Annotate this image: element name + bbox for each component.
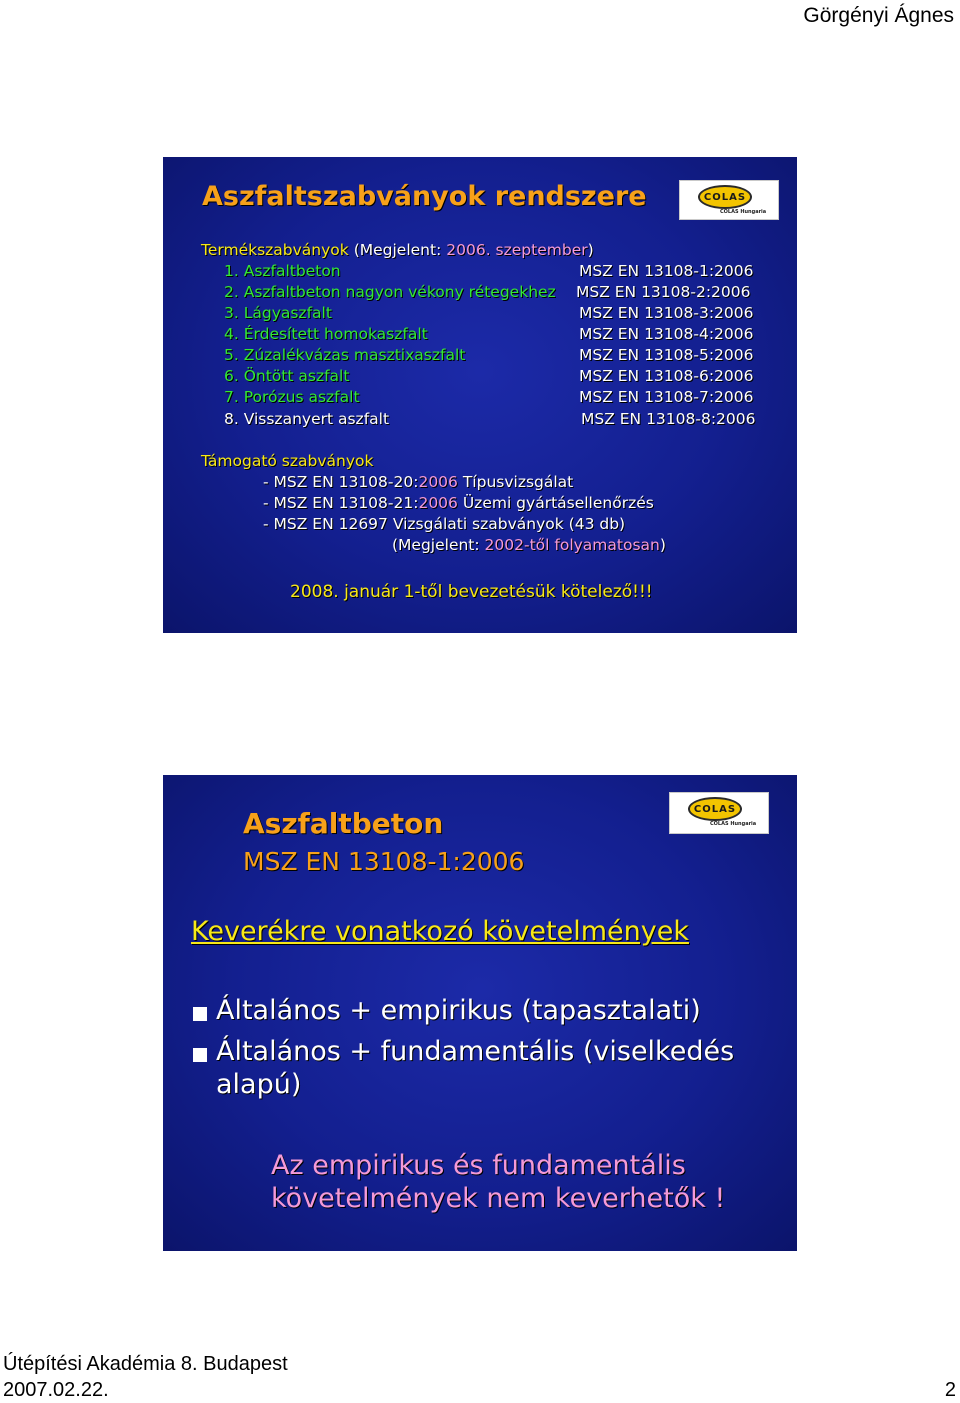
page-number: 2 xyxy=(944,1379,956,1401)
standard-item-code: MSZ EN 13108-2:2006 xyxy=(576,283,751,301)
support-desc: Típusvizsgálat xyxy=(457,473,574,491)
support-code: - MSZ EN 13108-20: xyxy=(263,473,419,491)
standard-item-code: MSZ EN 13108-4:2006 xyxy=(579,325,754,343)
support-published xyxy=(392,536,666,554)
support-standards-label: Támogató szabványok xyxy=(201,452,374,470)
standard-item-code: MSZ EN 13108-5:2006 xyxy=(579,346,754,364)
support-item xyxy=(263,494,654,512)
bullet-text: Általános + fundamentális (viselkedés xyxy=(216,1036,735,1067)
note-line: követelmények nem keverhetők ! xyxy=(271,1183,726,1214)
slide-standards-system xyxy=(163,157,797,633)
published-close: ) xyxy=(659,536,666,554)
standard-item-label: 4. Érdesített homokaszfalt xyxy=(224,325,428,343)
requirements-heading: Keverékre vonatkozó követelmények xyxy=(191,916,689,947)
slide-title: Aszfaltbeton xyxy=(243,807,444,840)
standard-item-label: 5. Zúzalékvázas masztixaszfalt xyxy=(224,346,466,364)
published-open: (Megjelent: xyxy=(392,536,480,554)
bullet-text: Általános + empirikus (tapasztalati) xyxy=(216,995,701,1026)
published-close: ) xyxy=(587,241,594,259)
support-code: - MSZ EN 12697 Vizsgálati szabványok (43 db) xyxy=(263,515,626,533)
footer-organization: Útépítési Akadémia 8. Budapest xyxy=(3,1353,288,1375)
published-date: 2006. szeptember xyxy=(446,241,588,259)
standard-item-label: 6. Öntött aszfalt xyxy=(224,367,350,385)
standard-item-code: MSZ EN 13108-3:2006 xyxy=(579,304,754,322)
logo-subtext: COLAS Hungaria xyxy=(710,821,757,827)
support-year: 2006 xyxy=(418,473,458,491)
square-bullet-icon xyxy=(193,1048,207,1062)
support-item xyxy=(263,473,573,491)
slide-subtitle: MSZ EN 13108-1:2006 xyxy=(243,847,525,876)
standard-item-label: 7. Porózus aszfalt xyxy=(224,388,360,406)
page-author: Görgényi Ágnes xyxy=(803,4,954,27)
standard-item-code: MSZ EN 13108-7:2006 xyxy=(579,388,754,406)
support-year: 2006 xyxy=(418,494,458,512)
logo-text: COLAS xyxy=(703,191,747,203)
logo-text: COLAS xyxy=(693,803,737,815)
product-standards-label: Termékszabványok xyxy=(201,241,349,259)
published-value: 2002-től folyamatosan xyxy=(484,536,660,554)
published-open: (Megjelent: xyxy=(353,241,442,259)
bullet-text-continuation: alapú) xyxy=(216,1069,302,1100)
slide-title: Aszfaltszabványok rendszere xyxy=(202,181,647,212)
standard-item-code: MSZ EN 13108-8:2006 xyxy=(581,410,756,428)
colas-logo xyxy=(669,792,769,834)
square-bullet-icon xyxy=(193,1007,207,1021)
support-desc: Üzemi gyártásellenőrzés xyxy=(457,494,654,512)
footer-date: 2007.02.22. xyxy=(3,1379,109,1401)
standard-item-label: 2. Aszfaltbeton nagyon vékony rétegekhez xyxy=(224,283,556,301)
support-code: - MSZ EN 13108-21: xyxy=(263,494,419,512)
product-standards-intro xyxy=(201,241,594,259)
mandatory-note: 2008. január 1-től bevezetésük kötelező!!! xyxy=(290,582,653,602)
note-line: Az empirikus és fundamentális xyxy=(271,1150,686,1181)
slide-asphalt-concrete xyxy=(163,775,797,1251)
colas-logo xyxy=(679,180,779,220)
support-item xyxy=(263,515,625,533)
standard-item-code: MSZ EN 13108-1:2006 xyxy=(579,262,754,280)
standard-item-code: MSZ EN 13108-6:2006 xyxy=(579,367,754,385)
logo-subtext: COLAS Hungaria xyxy=(720,209,767,215)
standard-item-label: 8. Visszanyert aszfalt xyxy=(224,410,390,428)
standard-item-label: 3. Lágyaszfalt xyxy=(224,304,332,322)
standard-item-label: 1. Aszfaltbeton xyxy=(224,262,341,280)
